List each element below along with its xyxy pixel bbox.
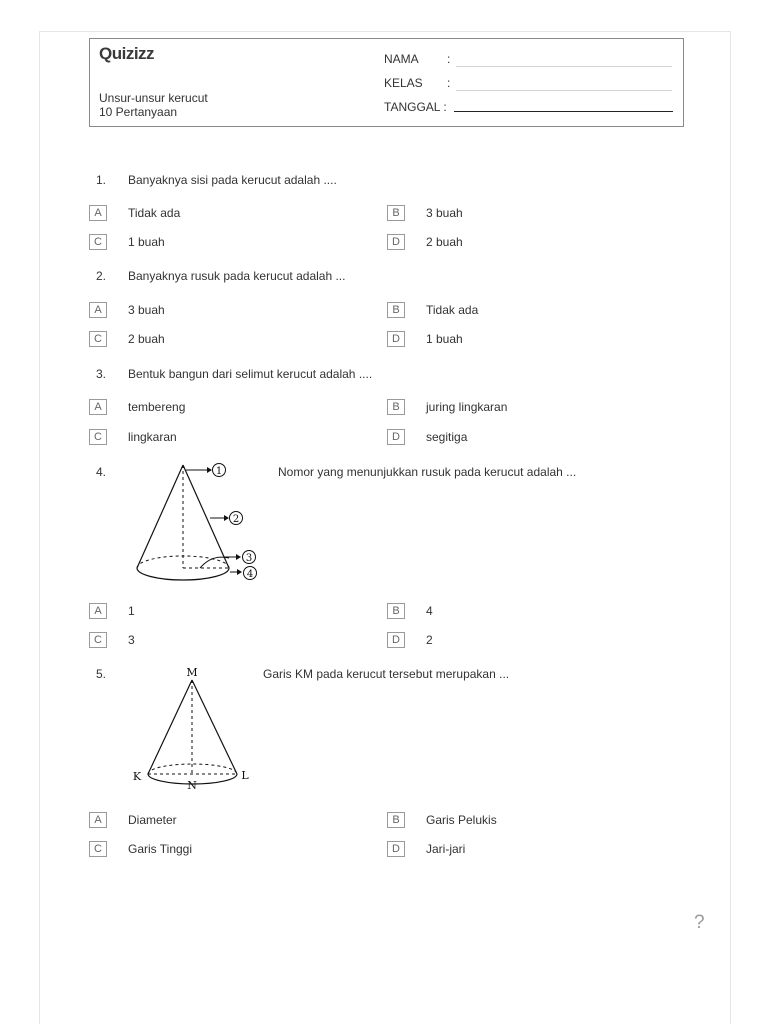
question-number: 2. <box>96 269 107 283</box>
question-number: 1. <box>96 173 107 187</box>
option-text: 2 buah <box>128 332 165 346</box>
class-colon: : <box>447 76 451 90</box>
option-letter-box[interactable]: B <box>387 812 405 828</box>
figure-label-1 <box>213 464 226 478</box>
option-letter-box[interactable]: D <box>387 234 405 250</box>
question-text: Banyaknya rusuk pada kerucut adalah ... <box>128 269 346 283</box>
option-text: 3 <box>128 633 135 647</box>
name-label: NAMA <box>384 52 419 66</box>
svg-text:3: 3 <box>245 553 253 564</box>
worksheet-header <box>89 38 684 127</box>
option-letter-box[interactable]: A <box>89 399 107 415</box>
option-text: 1 <box>128 604 135 618</box>
option-letter-box[interactable]: A <box>89 302 107 318</box>
label-n: N <box>187 779 197 792</box>
option-text: Diameter <box>128 813 177 827</box>
class-label: KELAS <box>384 76 423 90</box>
question-number: 5. <box>96 667 107 681</box>
option-text: tembereng <box>128 400 186 414</box>
option-letter-box[interactable]: C <box>89 632 107 648</box>
option-letter-box[interactable]: D <box>387 632 405 648</box>
option-text: Tidak ada <box>426 303 479 317</box>
help-icon[interactable]: ? <box>694 912 705 933</box>
svg-text:2: 2 <box>232 514 240 525</box>
option-text: 1 buah <box>426 332 463 346</box>
label-k: K <box>132 770 142 783</box>
option-letter-box[interactable]: A <box>89 812 107 828</box>
option-letter-box[interactable]: C <box>89 234 107 250</box>
option-text: Garis Tinggi <box>128 842 193 856</box>
option-letter-box[interactable]: A <box>89 205 107 221</box>
question-count: 10 Pertanyaan <box>99 105 178 119</box>
option-letter-box[interactable]: C <box>89 841 107 857</box>
option-letter-box[interactable]: C <box>89 331 107 347</box>
label-m: M <box>186 666 198 679</box>
question-text: Banyaknya sisi pada kerucut adalah .... <box>128 173 337 187</box>
option-letter-box[interactable]: D <box>387 429 405 445</box>
figure-label-3 <box>243 551 256 565</box>
option-text: Jari-jari <box>426 842 466 856</box>
date-label: TANGGAL : <box>384 100 447 114</box>
name-field[interactable] <box>456 66 672 67</box>
question-number: 3. <box>96 367 107 381</box>
date-field[interactable] <box>454 111 673 112</box>
figure-label-4 <box>244 567 257 581</box>
option-text: Tidak ada <box>128 206 181 220</box>
quiz-title: Unsur-unsur kerucut <box>99 91 208 105</box>
option-text: Garis Pelukis <box>426 813 497 827</box>
option-letter-box[interactable]: B <box>387 399 405 415</box>
figure-label-2 <box>230 512 243 526</box>
label-l: L <box>241 769 249 782</box>
question-text: Garis KM pada kerucut tersebut merupakan ... <box>263 667 510 681</box>
option-text: 4 <box>426 604 433 618</box>
svg-text:1: 1 <box>215 466 223 477</box>
option-letter-box[interactable]: D <box>387 841 405 857</box>
option-text: 1 buah <box>128 235 165 249</box>
option-text: juring lingkaran <box>426 400 508 414</box>
cone-figure-kmnl <box>128 664 258 794</box>
option-text: 3 buah <box>128 303 165 317</box>
option-text: 2 buah <box>426 235 463 249</box>
name-colon: : <box>447 52 451 66</box>
svg-text:4: 4 <box>246 569 254 580</box>
option-text: segitiga <box>426 430 468 444</box>
option-letter-box[interactable]: B <box>387 205 405 221</box>
class-field[interactable] <box>456 90 672 91</box>
cone-figure-numbered <box>130 460 265 586</box>
question-number: 4. <box>96 465 107 479</box>
option-letter-box[interactable]: D <box>387 331 405 347</box>
option-text: 2 <box>426 633 433 647</box>
option-letter-box[interactable]: A <box>89 603 107 619</box>
option-text: 3 buah <box>426 206 463 220</box>
quizizz-logo: Quizizz <box>99 44 155 63</box>
option-letter-box[interactable]: B <box>387 603 405 619</box>
question-text: Bentuk bangun dari selimut kerucut adalah .... <box>128 367 373 381</box>
option-letter-box[interactable]: C <box>89 429 107 445</box>
option-text: lingkaran <box>128 430 177 444</box>
option-letter-box[interactable]: B <box>387 302 405 318</box>
question-text: Nomor yang menunjukkan rusuk pada kerucut adalah ... <box>278 465 577 479</box>
